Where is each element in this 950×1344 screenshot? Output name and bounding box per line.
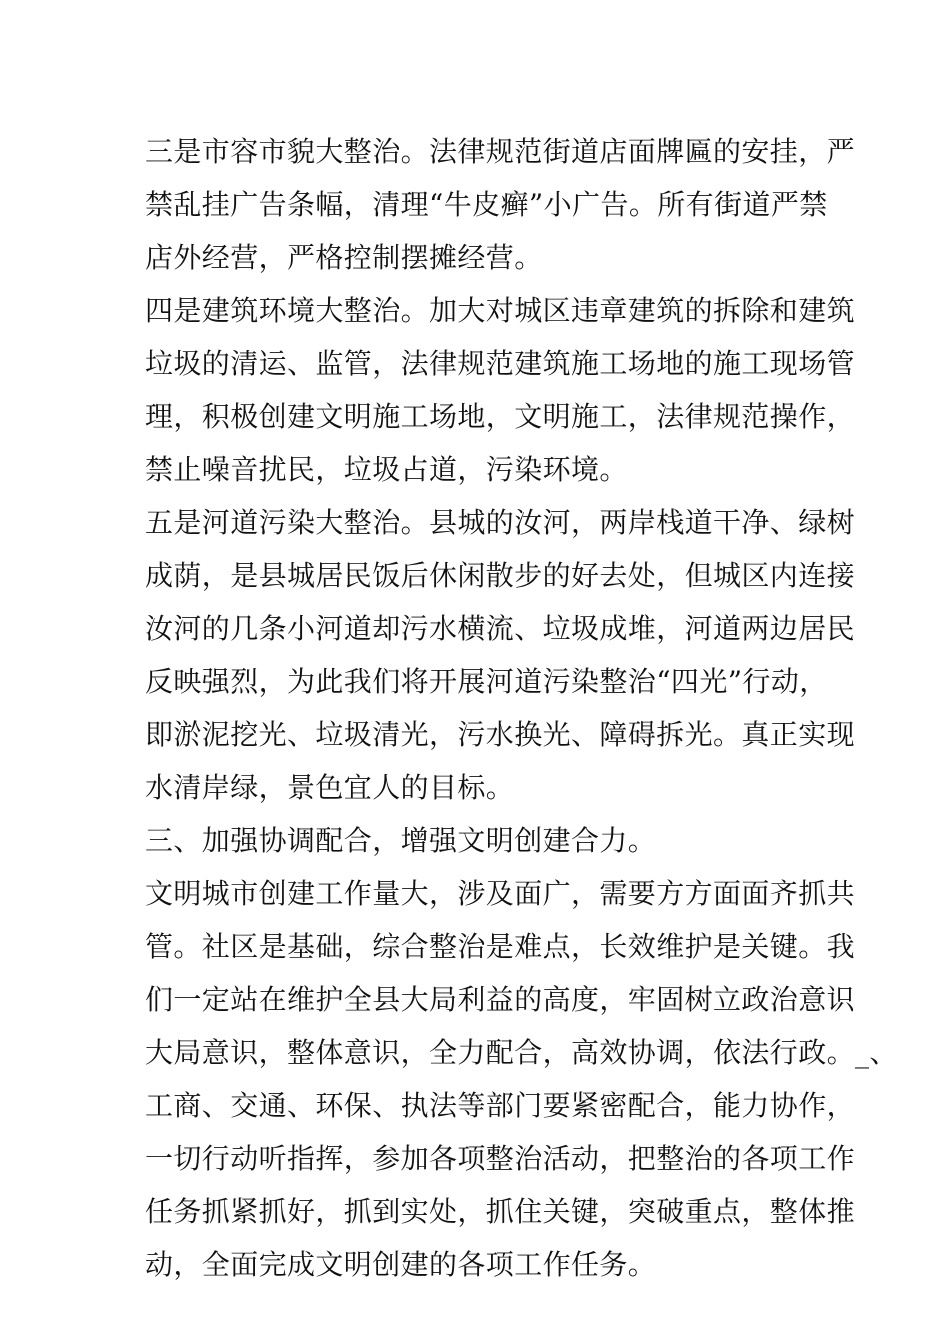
text-line: 大局意识，整体意识，全力配合，高效协调，依法行政。_、	[145, 1036, 898, 1069]
text-line: 反映强烈，为此我们将开展河道污染整治“四光”行动，	[145, 665, 828, 698]
text-line: 管。社区是基础，综合整治是难点，长效维护是关键。我	[145, 930, 856, 963]
text-line: 理，积极创建文明施工场地，文明施工，法律规范操作，	[145, 400, 856, 433]
text-line: 汝河的几条小河道却污水横流、垃圾成堆，河道两边居民	[145, 612, 856, 645]
document-body	[145, 125, 898, 1291]
text-line: 即淤泥挖光、垃圾清光，污水换光、障碍拆光。真正实现	[145, 718, 856, 751]
text-line: 一切行动听指挥，参加各项整治活动，把整治的各项工作	[145, 1142, 856, 1175]
text-line: 成荫，是县城居民饭后休闲散步的好去处，但城区内连接	[145, 559, 856, 592]
text-line: 三是市容市貌大整治。法律规范街道店面牌匾的安挂，严	[145, 135, 856, 168]
section-heading: 三、加强协调配合，增强文明创建合力。	[145, 824, 657, 857]
text-line: 工商、交通、环保、执法等部门要紧密配合，能力协作，	[145, 1089, 856, 1122]
text-line: 动，全面完成文明创建的各项工作任务。	[145, 1248, 657, 1281]
text-line: 店外经营，严格控制摆摊经营。	[145, 241, 543, 274]
text-line: 四是建筑环境大整治。加大对城区违章建筑的拆除和建筑	[145, 294, 856, 327]
text-line: 禁止噪音扰民，垃圾占道，污染环境。	[145, 453, 628, 486]
text-line: 垃圾的清运、监管，法律规范建筑施工场地的施工现场管	[145, 347, 856, 380]
text-line: 五是河道污染大整治。县城的汝河，两岸栈道干净、绿树	[145, 506, 856, 539]
text-line: 禁乱挂广告条幅，清理“牛皮癣”小广告。所有街道严禁	[145, 188, 828, 221]
text-line: 任务抓紧抓好，抓到实处，抓住关键，突破重点，整体推	[145, 1195, 856, 1228]
text-line: 们一定站在维护全县大局利益的高度，牢固树立政治意识	[145, 983, 856, 1016]
text-line: 水清岸绿，景色宜人的目标。	[145, 771, 515, 804]
text-line: 文明城市创建工作量大，涉及面广，需要方方面面齐抓共	[145, 877, 856, 910]
